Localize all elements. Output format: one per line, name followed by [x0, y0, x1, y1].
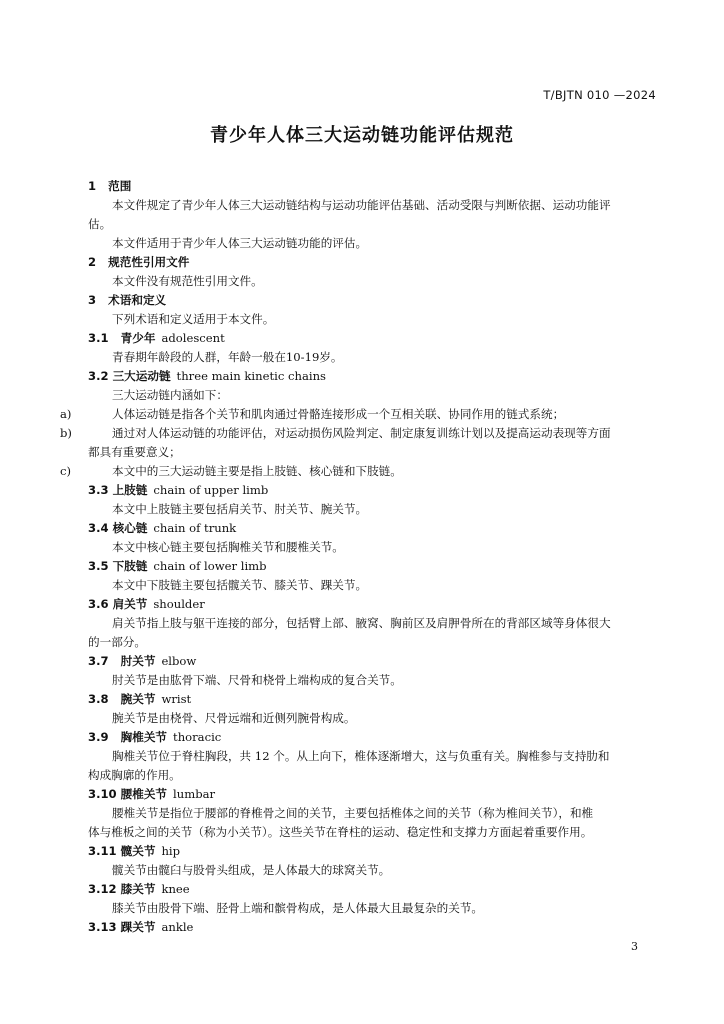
term-english: wrist [161, 692, 192, 706]
paragraph: 肘关节是由肱骨下端、尺骨和桡骨上端构成的复合关节。 [112, 673, 402, 687]
term-english: shoulder [153, 597, 205, 611]
term-english: chain of upper limb [153, 483, 269, 497]
paragraph: 本文件规定了青少年人体三大运动链结构与运动功能评估基础、活动受限与判断依据、运动功能评 [112, 198, 611, 212]
term-number: 3.4 核心链 [88, 521, 148, 535]
term-english: hip [161, 844, 181, 858]
term-number: 3.10 腰椎关节 [88, 787, 168, 801]
paragraph: 本文件没有规范性引用文件。 [112, 274, 263, 288]
list-marker: a) [60, 407, 72, 421]
page-number: 3 [631, 940, 638, 953]
term-3-3-heading [88, 482, 268, 498]
section-2-heading: 2 规范性引用文件 [88, 255, 190, 269]
list-marker: b) [60, 426, 72, 440]
paragraph-continuation: 估。 [88, 217, 112, 231]
list-item: 通过对人体运动链的功能评估，对运动损伤风险判定、制定康复训练计划以及提高运动表现等方面 [112, 426, 611, 440]
term-english: thoracic [173, 730, 222, 744]
paragraph: 下列术语和定义适用于本文件。 [112, 312, 275, 326]
paragraph: 胸椎关节位于脊柱胸段，共 12 个。从上向下，椎体逐渐增大，这与负重有关。胸椎参与支持肋和 [112, 749, 610, 763]
section-3-heading: 3 术语和定义 [88, 293, 167, 307]
paragraph-continuation: 体与椎板之间的关节（称为小关节）。这些关节在脊柱的运动、稳定性和支撑力方面起着重要作用。 [88, 825, 593, 839]
term-3-4-heading [88, 520, 236, 536]
term-number: 3.11 髋关节 [88, 844, 156, 858]
term-3-11-heading [88, 843, 180, 859]
term-number: 3.1 青少年 [88, 331, 156, 345]
paragraph: 腰椎关节是指位于腰部的脊椎骨之间的关节，主要包括椎体之间的关节（称为椎间关节），和椎 [112, 806, 594, 820]
term-number: 3.6 肩关节 [88, 597, 148, 611]
term-english: lumbar [173, 787, 216, 801]
term-number: 3.3 上肢链 [88, 483, 148, 497]
term-english: three main kinetic chains [176, 369, 326, 383]
term-3-1-heading [88, 330, 225, 346]
term-3-9-heading [88, 729, 221, 745]
term-3-10-heading [88, 786, 215, 802]
term-number: 3.5 下肢链 [88, 559, 148, 573]
term-3-7-heading [88, 653, 196, 669]
standard-code: T/BJTN 010 —2024 [543, 88, 656, 102]
term-number: 3.13 踝关节 [88, 920, 156, 934]
term-number: 3.8 腕关节 [88, 692, 156, 706]
list-item-continuation: 都具有重要意义； [88, 445, 181, 459]
term-number: 3.7 肘关节 [88, 654, 156, 668]
list-item: 本文中的三大运动链主要是指上肢链、核心链和下肢链。 [112, 464, 402, 478]
paragraph: 本文中上肢链主要包括肩关节、肘关节、腕关节。 [112, 502, 368, 516]
term-number: 3.12 膝关节 [88, 882, 156, 896]
term-3-12-heading [88, 881, 190, 897]
paragraph: 膝关节由股骨下端、胫骨上端和髌骨构成，是人体最大且最复杂的关节。 [112, 901, 484, 915]
paragraph: 青春期年龄段的人群，年龄一般在10-19岁。 [112, 350, 343, 364]
list-item: 人体运动链是指各个关节和肌肉通过骨骼连接形成一个互相关联、协同作用的链式系统； [112, 407, 565, 421]
term-number: 3.2 三大运动链 [88, 369, 171, 383]
term-3-13-heading [88, 919, 193, 935]
term-english: ankle [161, 920, 194, 934]
paragraph: 腕关节是由桡骨、尺骨远端和近侧列腕骨构成。 [112, 711, 356, 725]
paragraph: 三大运动链内涵如下： [112, 388, 228, 402]
paragraph: 本文件适用于青少年人体三大运动链功能的评估。 [112, 236, 368, 250]
paragraph-continuation: 构成胸廓的作用。 [88, 768, 181, 782]
term-english: chain of lower limb [153, 559, 267, 573]
paragraph: 本文中下肢链主要包括髋关节、膝关节、踝关节。 [112, 578, 368, 592]
list-marker: c) [60, 464, 72, 478]
document-title: 青少年人体三大运动链功能评估规范 [210, 125, 514, 146]
term-3-6-heading [88, 596, 205, 612]
term-english: elbow [161, 654, 197, 668]
section-1-heading: 1 范围 [88, 179, 132, 193]
term-number: 3.9 胸椎关节 [88, 730, 168, 744]
paragraph-continuation: 的一部分。 [88, 635, 146, 649]
term-3-5-heading [88, 558, 267, 574]
paragraph: 本文中核心链主要包括胸椎关节和腰椎关节。 [112, 540, 344, 554]
term-english: adolescent [161, 331, 225, 345]
term-3-8-heading [88, 691, 191, 707]
paragraph: 肩关节指上肢与躯干连接的部分，包括臂上部、腋窝、胸前区及肩胛骨所在的背部区域等身体很大 [112, 616, 611, 630]
paragraph: 髋关节由髋臼与股骨头组成，是人体最大的球窝关节。 [112, 863, 391, 877]
term-3-2-heading [88, 368, 326, 384]
term-english: knee [161, 882, 190, 896]
term-english: chain of trunk [153, 521, 237, 535]
